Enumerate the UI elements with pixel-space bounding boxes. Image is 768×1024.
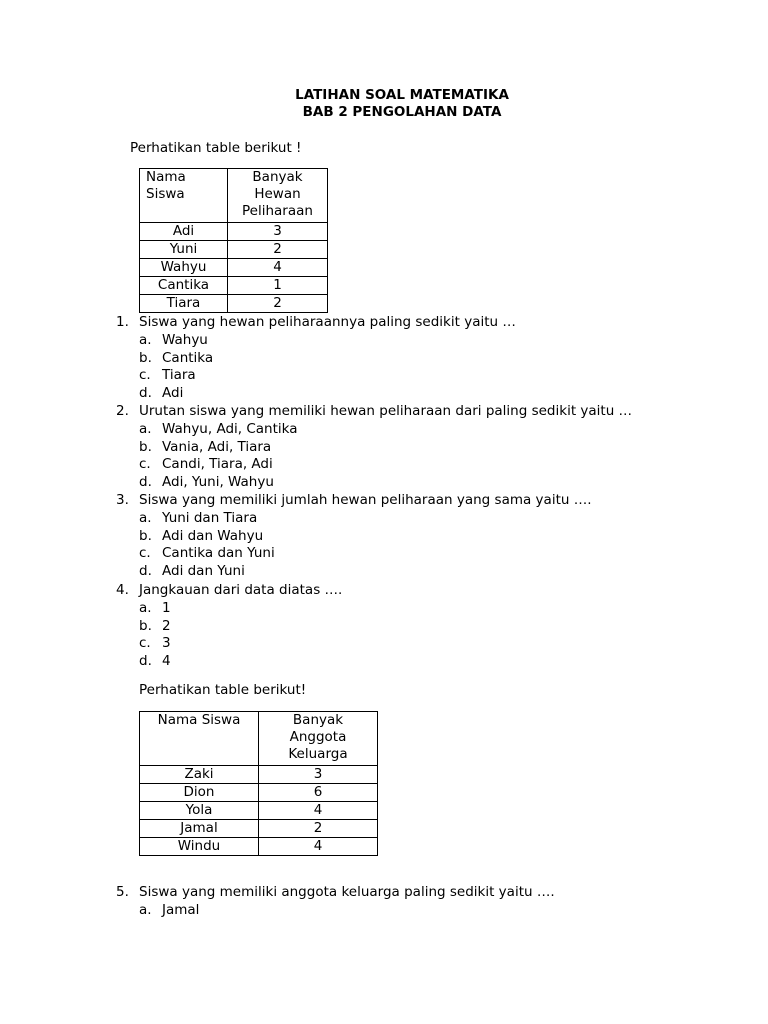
family-table-header [140,712,378,766]
option-letter: d. [139,474,152,491]
question-number: 4. [116,582,129,598]
question-number: 5. [116,884,129,900]
family-table [139,711,378,856]
option-letter: b. [139,617,152,634]
answer-option [139,635,171,651]
document-title-line-1: LATIHAN SOAL MATEMATIKA [295,87,509,103]
student-name-cell: Wahyu [140,259,228,277]
answer-option [139,367,196,383]
pet-table-row [140,223,328,241]
family-table-row [140,766,378,784]
answer-option [139,528,263,544]
answer-option [139,563,245,579]
intro-text-1: Perhatikan table berikut ! [130,140,302,156]
intro-text-2: Perhatikan table berikut! [139,682,307,698]
option-text: Adi [162,385,184,402]
option-letter: d. [139,385,152,402]
answer-option [139,653,171,669]
header-line: Keluarga [288,746,348,762]
count-cell: 3 [259,766,378,784]
pet-table-row [140,241,328,259]
pet-table [139,168,328,313]
answer-option [139,510,257,526]
header-line: Nama Siswa [157,712,241,728]
option-text: Tiara [162,367,196,384]
count-cell: 3 [228,223,328,241]
option-text: Cantika [162,349,214,366]
option-letter: b. [139,438,152,455]
family-table-header-value [259,712,378,766]
option-text: 3 [162,635,171,652]
count-cell: 1 [228,277,328,295]
pet-table-row [140,295,328,313]
option-text: Yuni dan Tiara [162,509,258,526]
count-cell: 4 [259,838,378,856]
count-cell: 2 [228,241,328,259]
option-text: Wahyu, Adi, Cantika [162,420,298,437]
pet-table-header-name [140,169,228,223]
answer-option [139,902,199,918]
student-name-cell: Yola [140,802,259,820]
header-line: Anggota [289,729,347,745]
count-cell: 4 [259,802,378,820]
question-text: Siswa yang memiliki jumlah hewan peliharaan yang sama yaitu …. [139,492,592,508]
pet-table-row [140,277,328,295]
question-number: 3. [116,492,129,508]
student-name-cell: Yuni [140,241,228,259]
answer-option [139,456,273,472]
question-text: Siswa yang memiliki anggota keluarga paling sedikit yaitu …. [139,884,555,900]
option-letter: c. [139,545,151,562]
question-5 [116,884,555,900]
pet-table-header-value [228,169,328,223]
option-text: 2 [162,617,171,634]
question-number: 2. [116,403,129,419]
option-text: Wahyu [162,331,208,348]
student-name-cell: Windu [140,838,259,856]
header-line: Hewan [254,186,301,202]
student-name-cell: Zaki [140,766,259,784]
question-text: Urutan siswa yang memiliki hewan peliharaan dari paling sedikit yaitu … [139,403,633,419]
option-letter: d. [139,653,152,670]
option-text: 1 [162,599,171,616]
header-line: Peliharaan [242,203,313,219]
option-letter: b. [139,527,152,544]
student-name-cell: Adi [140,223,228,241]
answer-option [139,421,298,437]
answer-option [139,385,183,401]
count-cell: 2 [228,295,328,313]
question-number: 1. [116,314,129,330]
family-table-row [140,802,378,820]
option-letter: a. [139,331,152,348]
student-name-cell: Dion [140,784,259,802]
document-title-line-2: BAB 2 PENGOLAHAN DATA [302,104,502,120]
option-letter: a. [139,901,152,918]
student-name-cell: Cantika [140,277,228,295]
option-letter: c. [139,456,151,473]
option-text: Adi dan Yuni [162,563,245,580]
option-text: Adi dan Wahyu [162,527,264,544]
question-3 [116,492,592,508]
count-cell: 4 [228,259,328,277]
question-4 [116,582,342,598]
family-table-row [140,784,378,802]
count-cell: 2 [259,820,378,838]
answer-option [139,600,171,616]
option-letter: a. [139,509,152,526]
family-table-row [140,838,378,856]
header-line: Siswa [146,186,185,202]
option-text: Jamal [162,901,200,918]
student-name-cell: Jamal [140,820,259,838]
option-letter: b. [139,349,152,366]
option-letter: c. [139,635,151,652]
option-letter: a. [139,599,152,616]
family-table-header-name [140,712,259,766]
header-line: Banyak [252,169,303,185]
question-2 [116,403,632,419]
answer-option [139,332,208,348]
option-letter: a. [139,420,152,437]
student-name-cell: Tiara [140,295,228,313]
answer-option [139,439,271,455]
answer-option [139,474,274,490]
pet-table-header [140,169,328,223]
option-letter: c. [139,367,151,384]
header-line: Nama [146,169,186,185]
option-letter: d. [139,563,152,580]
count-cell: 6 [259,784,378,802]
header-line: Banyak [292,712,344,728]
question-text: Siswa yang hewan peliharaannya paling sedikit yaitu … [139,314,516,330]
option-text: Candi, Tiara, Adi [162,456,273,473]
answer-option [139,618,171,634]
question-text: Jangkauan dari data diatas …. [139,582,343,598]
option-text: Adi, Yuni, Wahyu [162,474,274,491]
option-text: Vania, Adi, Tiara [162,438,272,455]
option-text: 4 [162,653,171,670]
question-1 [116,314,516,330]
answer-option [139,545,275,561]
answer-option [139,350,213,366]
option-text: Cantika dan Yuni [162,545,275,562]
pet-table-row [140,259,328,277]
family-table-row [140,820,378,838]
